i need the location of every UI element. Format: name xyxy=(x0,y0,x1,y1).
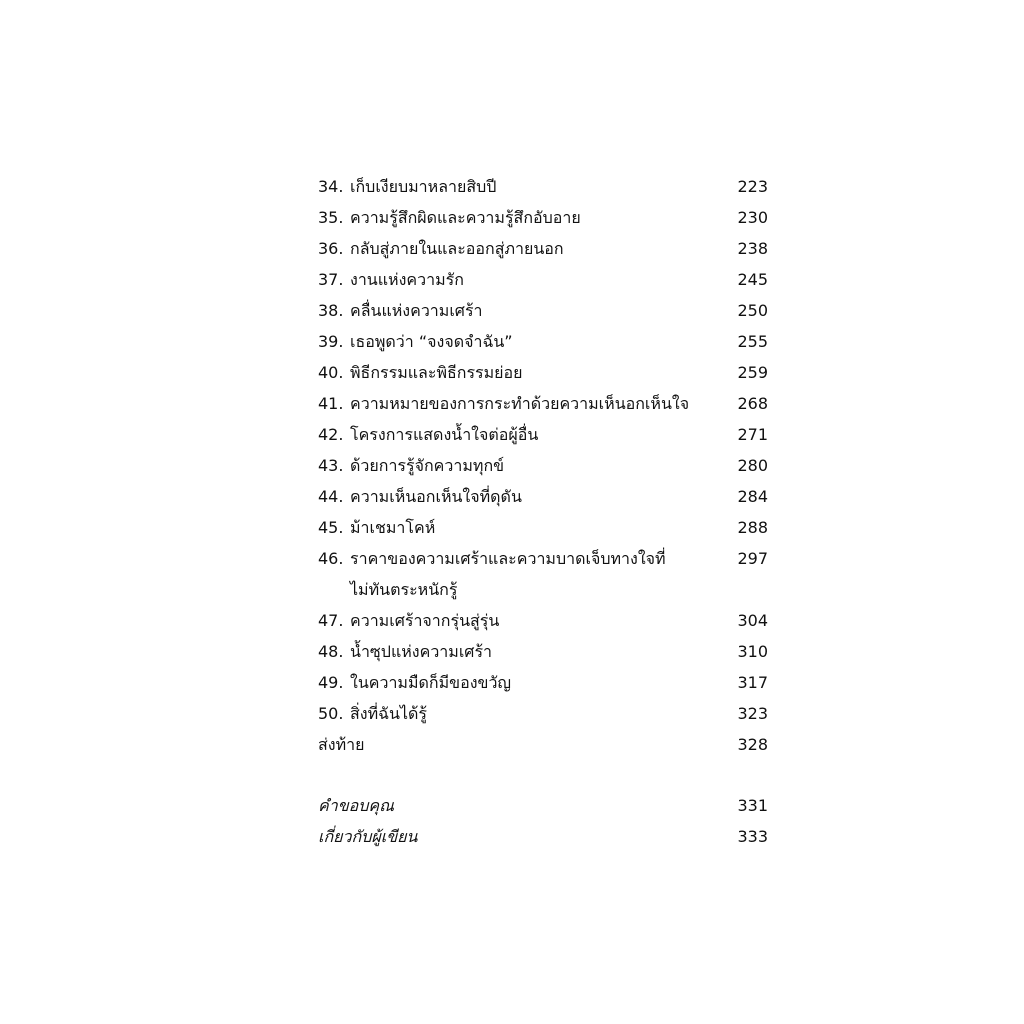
toc-entry xyxy=(318,543,768,605)
chapter-number: 49. xyxy=(318,673,344,692)
chapter-title: ความหมายของการกระทำด้วยความเห็นอกเห็นใจ xyxy=(350,394,690,413)
chapter-number: 34. xyxy=(318,177,344,196)
page-number: 323 xyxy=(737,704,768,723)
toc-entry xyxy=(318,605,768,636)
chapter-number: 42. xyxy=(318,425,344,444)
page-number: 255 xyxy=(737,332,768,351)
toc-back-matter-entry xyxy=(318,790,768,821)
acknowledgements-title: คำขอบคุณ xyxy=(318,796,394,815)
toc-entry xyxy=(318,698,768,729)
page-number: 245 xyxy=(737,270,768,289)
chapter-title: ความเห็นอกเห็นใจที่ดุดัน xyxy=(350,487,522,506)
chapter-number: 39. xyxy=(318,332,344,351)
chapter-number: 44. xyxy=(318,487,344,506)
chapter-number: 45. xyxy=(318,518,344,537)
chapter-title: เธอพูดว่า “จงจดจำฉัน” xyxy=(350,332,513,351)
chapter-title: คลื่นแห่งความเศร้า xyxy=(350,301,483,320)
chapter-title: ราคาของความเศร้าและความบาดเจ็บทางใจที่ไม่ทันตระหนักรู้ xyxy=(350,549,666,599)
page-number: 333 xyxy=(737,827,768,846)
chapter-title: งานแห่งความรัก xyxy=(350,270,464,289)
toc-entry xyxy=(318,450,768,481)
page-number: 317 xyxy=(737,673,768,692)
chapter-number: 50. xyxy=(318,704,344,723)
chapter-title: สิ่งที่ฉันได้รู้ xyxy=(350,704,427,723)
chapter-number: 47. xyxy=(318,611,344,630)
toc-entry xyxy=(318,388,768,419)
chapter-number: 35. xyxy=(318,208,344,227)
page-number: 259 xyxy=(737,363,768,382)
epilogue-title: ส่งท้าย xyxy=(318,735,365,754)
about-author-title: เกี่ยวกับผู้เขียน xyxy=(318,827,418,846)
toc-epilogue xyxy=(318,729,768,760)
toc-entry xyxy=(318,326,768,357)
chapter-title: ความเศร้าจากรุ่นสู่รุ่น xyxy=(350,611,500,630)
page-number: 304 xyxy=(737,611,768,630)
chapter-number: 48. xyxy=(318,642,344,661)
page-number: 310 xyxy=(737,642,768,661)
page-number: 223 xyxy=(737,177,768,196)
chapter-title: เก็บเงียบมาหลายสิบปี xyxy=(350,177,497,196)
chapter-title: กลับสู่ภายในและออกสู่ภายนอก xyxy=(350,239,564,258)
page-number: 230 xyxy=(737,208,768,227)
page-number: 280 xyxy=(737,456,768,475)
chapter-number: 37. xyxy=(318,270,344,289)
chapter-number: 46. xyxy=(318,549,344,568)
toc-entry xyxy=(318,481,768,512)
chapter-number: 40. xyxy=(318,363,344,382)
toc-entry xyxy=(318,264,768,295)
chapter-title: ในความมืดก็มีของขวัญ xyxy=(350,673,512,692)
chapter-title: ม้าเชมาโคห์ xyxy=(350,518,436,537)
page-number: 297 xyxy=(737,549,768,568)
section-gap xyxy=(318,760,768,790)
chapter-title: ด้วยการรู้จักความทุกข์ xyxy=(350,456,505,475)
page-number: 328 xyxy=(737,735,768,754)
toc-entry xyxy=(318,233,768,264)
toc-entry xyxy=(318,202,768,233)
toc-entry xyxy=(318,171,768,202)
chapter-number: 41. xyxy=(318,394,344,413)
chapter-title: พิธีกรรมและพิธีกรรมย่อย xyxy=(350,363,523,382)
toc-entry xyxy=(318,636,768,667)
chapter-number: 36. xyxy=(318,239,344,258)
page-number: 284 xyxy=(737,487,768,506)
toc-back-matter-entry xyxy=(318,821,768,852)
chapter-title: น้ำซุปแห่งความเศร้า xyxy=(350,642,493,661)
page-number: 331 xyxy=(737,796,768,815)
toc-entry xyxy=(318,419,768,450)
toc-entry xyxy=(318,667,768,698)
toc-entry xyxy=(318,357,768,388)
chapter-title: ความรู้สึกผิดและความรู้สึกอับอาย xyxy=(350,208,581,227)
page-number: 288 xyxy=(737,518,768,537)
toc-entry xyxy=(318,512,768,543)
page-number: 238 xyxy=(737,239,768,258)
page-number: 271 xyxy=(737,425,768,444)
chapter-title: โครงการแสดงน้ำใจต่อผู้อื่น xyxy=(350,425,539,444)
page-number: 268 xyxy=(737,394,768,413)
table-of-contents xyxy=(318,171,768,852)
page-number: 250 xyxy=(737,301,768,320)
toc-entry xyxy=(318,295,768,326)
chapter-number: 43. xyxy=(318,456,344,475)
chapter-number: 38. xyxy=(318,301,344,320)
